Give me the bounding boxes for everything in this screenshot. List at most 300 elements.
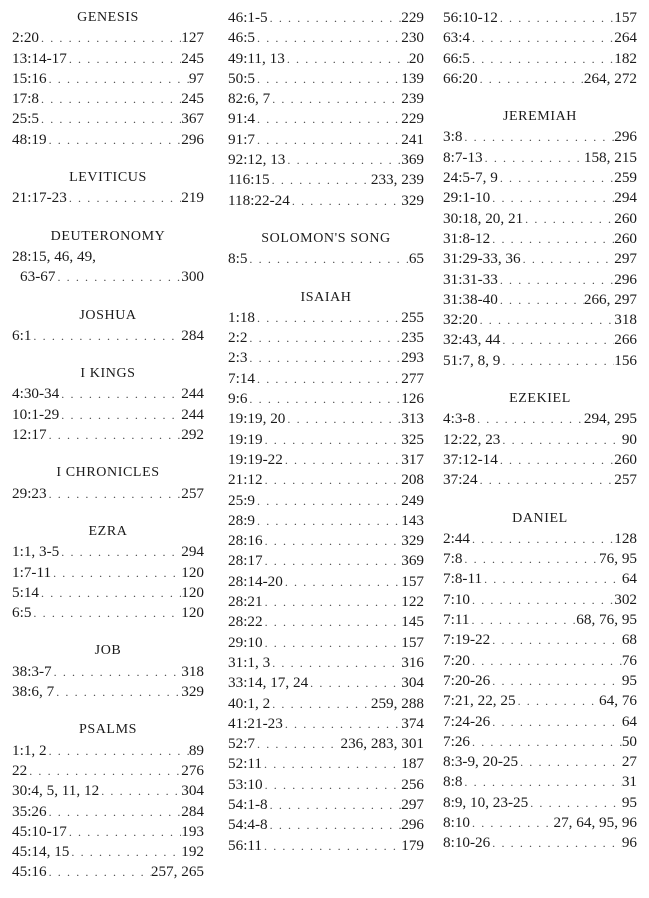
- index-entry: [12, 247, 204, 288]
- dot-leader: [67, 49, 181, 69]
- book-heading: DEUTERONOMY: [50, 228, 166, 244]
- index-entry: [443, 732, 637, 752]
- index-section-psalms: [12, 720, 204, 882]
- page-numbers: 68: [621, 631, 637, 649]
- page-numbers: 296: [181, 130, 204, 148]
- verse-reference: 7:8: [443, 550, 463, 568]
- dot-leader: [39, 89, 181, 109]
- index-entry: [443, 793, 637, 813]
- dot-leader: [270, 89, 401, 109]
- index-section-i-chronicles: [12, 463, 204, 504]
- page-numbers: 68, 76, 95: [576, 611, 637, 629]
- verse-reference: 45:14, 15: [12, 843, 70, 861]
- dot-leader: [500, 430, 621, 450]
- verse-reference: 28:17: [228, 552, 263, 570]
- index-entry: [228, 754, 424, 774]
- page-numbers: 244: [181, 385, 204, 403]
- index-entry: [443, 290, 637, 310]
- page-numbers: 297: [614, 250, 637, 268]
- page-numbers: 304: [181, 782, 204, 800]
- index-entry: [228, 470, 424, 490]
- page-numbers: 229: [401, 9, 424, 26]
- verse-reference: 54:1-8: [228, 795, 268, 813]
- verse-reference: 38:3-7: [12, 662, 52, 680]
- index-entry: [228, 673, 424, 693]
- index-entry: [443, 351, 637, 371]
- dot-leader: [47, 741, 189, 761]
- dot-leader: [54, 682, 181, 702]
- verse-reference: 28:14-20: [228, 572, 283, 590]
- index-entry: [12, 130, 204, 150]
- page-numbers: 316: [401, 653, 424, 671]
- page-numbers: 277: [401, 369, 424, 387]
- index-entry: [228, 592, 424, 612]
- page-numbers: 229: [401, 110, 424, 128]
- section-spacer: [228, 211, 424, 229]
- dot-leader: [268, 795, 402, 815]
- verse-reference: 5:14: [12, 583, 40, 601]
- dot-leader: [462, 127, 614, 147]
- index-entry: [228, 653, 424, 673]
- verse-reference: 8:10: [443, 813, 471, 831]
- page-numbers: 90: [621, 430, 637, 448]
- section-spacer: [12, 445, 204, 463]
- dot-leader: [47, 484, 182, 504]
- verse-reference: 46:5: [228, 29, 256, 47]
- verse-reference: 116:15: [228, 171, 270, 189]
- page-numbers: 329: [181, 683, 204, 701]
- dot-leader: [478, 310, 615, 330]
- index-entry: [443, 209, 637, 229]
- page-numbers: 156: [614, 351, 637, 369]
- verse-reference: 46:1-5: [228, 9, 268, 26]
- index-entry: [12, 603, 204, 623]
- index-entry: [443, 127, 637, 147]
- index-entry: [443, 833, 637, 853]
- page-numbers: 95: [621, 793, 637, 811]
- verse-reference: 37:24: [443, 471, 478, 489]
- index-entry: [443, 69, 637, 89]
- page-numbers: 31: [621, 773, 637, 791]
- page-numbers: 260: [614, 209, 637, 227]
- dot-leader: [55, 267, 181, 287]
- dot-leader: [255, 130, 401, 150]
- page-numbers: 120: [181, 563, 204, 581]
- dot-leader: [270, 170, 371, 190]
- section-spacer: [443, 89, 637, 107]
- page-numbers: 259, 288: [370, 694, 424, 712]
- page-numbers: 187: [401, 755, 424, 773]
- dot-leader: [47, 130, 182, 150]
- verse-reference: 21:12: [228, 471, 263, 489]
- index-entry: [228, 28, 424, 48]
- verse-reference: 7:10: [443, 590, 471, 608]
- page-numbers: 318: [614, 311, 637, 329]
- dot-leader: [498, 450, 614, 470]
- verse-reference: 8:5: [228, 250, 248, 268]
- verse-reference: 52:7: [228, 735, 256, 753]
- verse-reference: 82:6, 7: [228, 90, 271, 108]
- dot-leader: [490, 630, 622, 650]
- index-entry: [12, 109, 204, 129]
- book-heading: DANIEL: [512, 510, 568, 526]
- index-entry: [228, 633, 424, 653]
- book-heading: EZEKIEL: [509, 391, 571, 407]
- page-numbers: 244: [181, 405, 204, 423]
- page-numbers: 139: [401, 69, 424, 87]
- dot-leader: [47, 862, 151, 882]
- page-numbers: 284: [181, 802, 204, 820]
- page-numbers: 230: [401, 29, 424, 47]
- dot-leader: [263, 551, 402, 571]
- verse-reference: 28:9: [228, 511, 256, 529]
- verse-reference: 29:23: [12, 484, 47, 502]
- verse-reference: 12:17: [12, 426, 47, 444]
- dot-leader: [483, 148, 584, 168]
- index-entry: [443, 651, 637, 671]
- index-entry: [12, 69, 204, 89]
- index-entry: [228, 89, 424, 109]
- verse-reference: 12:22, 23: [443, 430, 501, 448]
- verse-reference: 56:11: [228, 836, 263, 854]
- verse-reference: 1:18: [228, 308, 256, 326]
- dot-leader: [478, 470, 615, 490]
- dot-leader: [47, 425, 182, 445]
- dot-leader: [263, 470, 402, 490]
- index-entry: [443, 590, 637, 610]
- index-entry: [12, 563, 204, 583]
- index-entry: [443, 310, 637, 330]
- page-numbers: 126: [401, 390, 424, 408]
- page-numbers: 294, 295: [583, 410, 637, 428]
- dot-leader: [39, 28, 181, 48]
- page-numbers: 122: [401, 593, 424, 611]
- dot-leader: [255, 491, 401, 511]
- dot-leader: [528, 793, 622, 813]
- verse-reference: 8:9, 10, 23-25: [443, 793, 529, 811]
- dot-leader: [31, 603, 181, 623]
- index-entry: [12, 682, 204, 702]
- page-numbers: 157: [614, 9, 637, 26]
- verse-reference: 3:8: [443, 128, 463, 146]
- verse-reference: 7:26: [443, 732, 471, 750]
- verse-reference: 2:20: [12, 29, 40, 47]
- index-entry: [443, 148, 637, 168]
- verse-reference: 6:5: [12, 604, 32, 622]
- page-numbers: 318: [181, 662, 204, 680]
- dot-leader: [490, 712, 622, 732]
- index-entry: [228, 191, 424, 211]
- index-entry: [443, 49, 637, 69]
- page-numbers: 64: [621, 570, 637, 588]
- verse-reference: 38:6, 7: [12, 683, 55, 701]
- verse-reference: 28:21: [228, 593, 263, 611]
- dot-leader: [255, 69, 401, 89]
- verse-reference: 51:7, 8, 9: [443, 351, 501, 369]
- index-entry: [12, 484, 204, 504]
- dot-leader: [247, 328, 401, 348]
- dot-leader: [518, 752, 622, 772]
- dot-leader: [247, 249, 408, 269]
- section-spacer: [12, 623, 204, 641]
- dot-leader: [262, 754, 401, 774]
- book-heading: ISAIAH: [300, 289, 352, 305]
- page-numbers: 374: [401, 714, 424, 732]
- dot-leader: [67, 188, 181, 208]
- index-entry: [228, 694, 424, 714]
- verse-reference: 37:12-14: [443, 450, 498, 468]
- index-entry: [228, 170, 424, 190]
- verse-reference: 28:15, 46, 49,: [12, 247, 96, 265]
- verse-reference: 48:19: [12, 130, 47, 148]
- verse-reference: 50:5: [228, 69, 256, 87]
- verse-reference: 1:1, 3-5: [12, 543, 60, 561]
- verse-reference: 7:11: [443, 611, 470, 629]
- book-heading: GENESIS: [77, 10, 139, 25]
- dot-leader: [523, 209, 614, 229]
- book-heading: I KINGS: [80, 366, 136, 382]
- index-entry: [228, 815, 424, 835]
- dot-leader: [59, 405, 181, 425]
- index-entry: [12, 741, 204, 761]
- verse-reference: 4:30-34: [12, 385, 60, 403]
- book-heading: SOLOMON'S SONG: [261, 230, 391, 246]
- verse-reference: 1:1, 2: [12, 741, 47, 759]
- index-entry: [443, 752, 637, 772]
- verse-reference: 7:19-22: [443, 631, 491, 649]
- page-numbers: 297: [401, 795, 424, 813]
- verse-reference: 7:8-11: [443, 570, 483, 588]
- verse-reference: 19:19, 20: [228, 410, 286, 428]
- dot-leader: [255, 369, 401, 389]
- dot-leader: [470, 529, 614, 549]
- dot-leader: [470, 28, 614, 48]
- index-entry: [12, 802, 204, 822]
- page-numbers: 266: [614, 331, 637, 349]
- section-spacer: [443, 371, 637, 389]
- page-numbers: 256: [401, 775, 424, 793]
- dot-leader: [490, 833, 622, 853]
- dot-leader: [268, 8, 402, 28]
- index-entry: [228, 409, 424, 429]
- page-numbers: 276: [181, 761, 204, 779]
- page-numbers: 325: [401, 430, 424, 448]
- page-numbers: 128: [614, 529, 637, 547]
- verse-reference: 8:8: [443, 773, 463, 791]
- verse-reference: 66:20: [443, 69, 478, 87]
- section-spacer: [228, 270, 424, 288]
- verse-reference: 19:19: [228, 430, 263, 448]
- page-numbers: 64, 76: [599, 692, 637, 710]
- index-entry: [228, 69, 424, 89]
- index-section-solomon-s-song: [228, 229, 424, 270]
- index-entry: [228, 551, 424, 571]
- page-numbers: 182: [614, 49, 637, 67]
- index-entry: [12, 49, 204, 69]
- index-entry: [228, 714, 424, 734]
- section-spacer: [12, 702, 204, 720]
- page-numbers: 76: [621, 651, 637, 669]
- dot-leader: [500, 351, 614, 371]
- page-numbers: 143: [401, 511, 424, 529]
- page-numbers: 304: [401, 674, 424, 692]
- page-numbers: 179: [401, 836, 424, 854]
- dot-leader: [99, 781, 181, 801]
- page-numbers: 313: [401, 410, 424, 428]
- page-numbers: 294: [181, 543, 204, 561]
- index-entry: [12, 425, 204, 445]
- verse-reference: 92:12, 13: [228, 151, 286, 169]
- dot-leader: [290, 191, 401, 211]
- index-entry: [443, 168, 637, 188]
- index-section-leviticus: [12, 168, 204, 209]
- page-numbers: 300: [181, 268, 204, 286]
- dot-leader: [255, 734, 340, 754]
- page-numbers: 96: [621, 834, 637, 852]
- verse-reference: 22: [12, 761, 28, 779]
- index-entry: [12, 405, 204, 425]
- page-numbers: 294: [614, 189, 637, 207]
- page-numbers: 292: [181, 426, 204, 444]
- index-column-2: [228, 8, 424, 856]
- index-entry: [443, 630, 637, 650]
- index-column-1: [12, 8, 204, 883]
- dot-leader: [285, 409, 401, 429]
- verse-reference: 25:9: [228, 491, 256, 509]
- page-numbers: 367: [181, 110, 204, 128]
- page-numbers: 193: [181, 822, 204, 840]
- dot-leader: [498, 8, 614, 28]
- verse-reference: 4:3-8: [443, 410, 476, 428]
- index-entry: [228, 328, 424, 348]
- dot-leader: [69, 842, 181, 862]
- page-numbers: 27, 64, 95, 96: [553, 813, 637, 831]
- verse-reference: 13:14-17: [12, 49, 67, 67]
- dot-leader: [498, 270, 614, 290]
- page-numbers: 219: [181, 189, 204, 207]
- index-entry: [228, 150, 424, 170]
- index-entry: [443, 450, 637, 470]
- index-entry: [443, 249, 637, 269]
- index-entry: [443, 610, 637, 630]
- verse-reference: 9:6: [228, 390, 248, 408]
- index-entry: [228, 130, 424, 150]
- verse-reference: 35:26: [12, 802, 47, 820]
- page-numbers: 296: [401, 816, 424, 834]
- index-entry: [12, 842, 204, 862]
- index-section-joshua: [12, 306, 204, 347]
- dot-leader: [27, 761, 181, 781]
- section-spacer: [12, 209, 204, 227]
- page-numbers: 369: [401, 552, 424, 570]
- verse-reference: 31:29-33, 36: [443, 250, 521, 268]
- page-numbers: 208: [401, 471, 424, 489]
- page-numbers: 235: [401, 329, 424, 347]
- index-column-3: [443, 8, 637, 854]
- index-entry: [443, 671, 637, 691]
- dot-leader: [285, 49, 409, 69]
- dot-leader: [490, 229, 614, 249]
- page-numbers: 65: [408, 250, 424, 268]
- verse-reference: 30:18, 20, 21: [443, 209, 524, 227]
- page-numbers: 257, 265: [150, 863, 204, 881]
- verse-reference: 63:4: [443, 29, 471, 47]
- dot-leader: [285, 150, 401, 170]
- dot-leader: [59, 542, 181, 562]
- verse-reference: 6:1: [12, 326, 32, 344]
- dot-leader: [51, 563, 181, 583]
- verse-reference: 7:21, 22, 25: [443, 692, 516, 710]
- index-entry: [443, 188, 637, 208]
- book-heading: JOB: [94, 643, 122, 659]
- verse-reference: 21:17-23: [12, 189, 67, 207]
- verse-reference: 10:1-29: [12, 405, 60, 423]
- dot-leader: [283, 714, 401, 734]
- dot-leader: [490, 188, 614, 208]
- dot-leader: [263, 633, 402, 653]
- index-section-continued: [443, 8, 637, 89]
- page-numbers: 296: [614, 270, 637, 288]
- verse-reference: 40:1, 2: [228, 694, 271, 712]
- index-entry: [228, 348, 424, 368]
- dot-leader: [462, 549, 599, 569]
- book-heading: EZRA: [88, 523, 128, 539]
- verse-reference: 31:31-33: [443, 270, 498, 288]
- verse-reference: 7:20-26: [443, 671, 491, 689]
- page-numbers: 259: [614, 169, 637, 187]
- verse-reference: 2:3: [228, 349, 248, 367]
- dot-leader: [270, 694, 371, 714]
- dot-leader: [270, 653, 401, 673]
- dot-leader: [59, 384, 181, 404]
- dot-leader: [490, 671, 622, 691]
- index-entry: [443, 330, 637, 350]
- dot-leader: [470, 732, 622, 752]
- index-entry: [228, 612, 424, 632]
- book-heading: I CHRONICLES: [56, 465, 160, 481]
- dot-leader: [255, 308, 401, 328]
- section-spacer: [443, 491, 637, 509]
- dot-leader: [263, 430, 402, 450]
- dot-leader: [469, 610, 576, 630]
- page-numbers: 302: [614, 590, 637, 608]
- index-entry: [12, 188, 204, 208]
- page-numbers: 284: [181, 326, 204, 344]
- page-numbers: 157: [401, 572, 424, 590]
- index-section-ezekiel: [443, 389, 637, 490]
- verse-reference: 2:44: [443, 529, 471, 547]
- verse-reference: 30:4, 5, 11, 12: [12, 782, 100, 800]
- dot-leader: [263, 531, 402, 551]
- index-section-isaiah: [228, 288, 424, 856]
- dot-leader: [498, 290, 584, 310]
- verse-reference: 28:22: [228, 613, 263, 631]
- index-entry: [12, 761, 204, 781]
- book-heading: JOSHUA: [79, 307, 137, 323]
- book-heading: PSALMS: [78, 722, 138, 738]
- dot-leader: [482, 569, 622, 589]
- verse-reference: 66:5: [443, 49, 471, 67]
- index-section-job: [12, 641, 204, 702]
- dot-leader: [500, 330, 614, 350]
- section-spacer: [12, 504, 204, 522]
- page-numbers: 120: [181, 604, 204, 622]
- dot-leader: [263, 592, 402, 612]
- index-entry: [443, 569, 637, 589]
- index-entry: [228, 795, 424, 815]
- dot-leader: [247, 348, 401, 368]
- index-entry: [228, 572, 424, 592]
